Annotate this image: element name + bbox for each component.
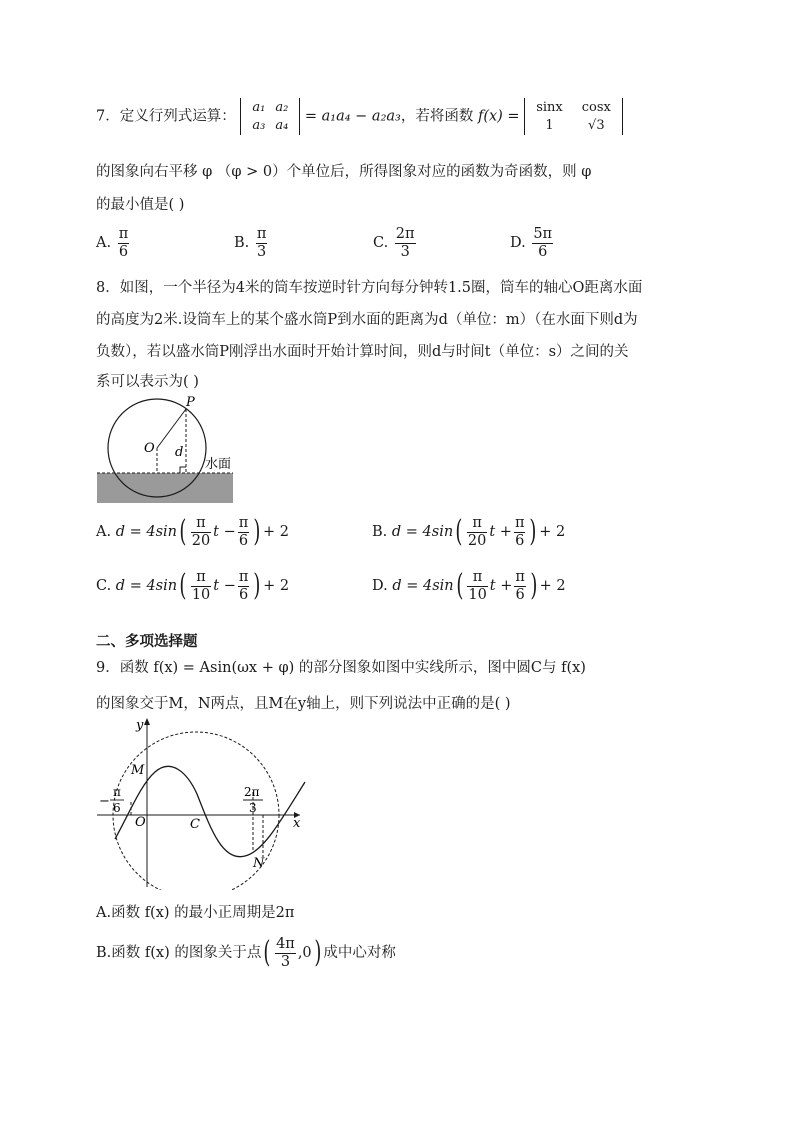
y-axis-arrow xyxy=(144,718,150,725)
q8-line2: 的高度为2米.设筒车上的某个盛水筒P到水面的距离为d（单位：m）（在水面下则d为 xyxy=(96,312,638,328)
q9-line2: 的图象交于M，N两点，且M在y轴上，则下列说法中正确的是( ) xyxy=(96,696,511,712)
q7-line3: 的最小值是( ) xyxy=(96,197,185,213)
label-M: M xyxy=(131,763,145,778)
q9-line1: 9．函数 f(x) = Asin(ωx + φ) 的部分图象如图中实线所示，图中圆C与 f(x) xyxy=(96,660,586,676)
det-a21: a₃ xyxy=(252,117,266,133)
choice-label: D. xyxy=(510,235,526,252)
water-wheel-figure xyxy=(95,394,245,509)
label-neg-den: 6 xyxy=(113,801,121,815)
q8-line3: 负数），若以盛水筒P刚浮出水面时开始计算时间，则d与时间t（单位：s）之间的关 xyxy=(96,344,629,360)
section-title: 二、多项选择题 xyxy=(96,634,198,650)
label-O: O xyxy=(135,815,146,830)
q8-choice-b[interactable]: B. d = 4sin( $\frac{\pi}{20}$ t + $\frac{\pi}{6}$ ) + 2 xyxy=(372,514,566,550)
label-x: x xyxy=(293,816,301,831)
choice-label: C. xyxy=(373,235,389,252)
label-neg-sign: − xyxy=(99,794,110,809)
sine-curve xyxy=(115,766,305,856)
choice-label: B. xyxy=(234,235,250,252)
choice-fraction: $\frac{2\pi}{3}$ xyxy=(395,226,415,260)
det-a11: a₁ xyxy=(252,100,266,115)
choice-fraction: $\frac{5\pi}{6}$ xyxy=(533,226,553,260)
q7-line2: 的图象向右平移 φ （φ > 0）个单位后，所得图象对应的函数为奇函数，则 φ xyxy=(96,164,592,180)
q8-line1: 8．如图，一个半径为4米的筒车按逆时针方向每分钟转1.5圈，筒车的轴心O距离水面 xyxy=(96,280,643,296)
q9-option-b[interactable]: B.函数 f(x) 的图象关于点( $\frac{4\pi}{3}$ ,0) 成中心对称 xyxy=(96,935,396,971)
q7-fx: f(x) = xyxy=(477,108,520,125)
q7-choice-d[interactable] xyxy=(510,226,555,260)
label-C: C xyxy=(190,817,200,832)
label-O: O xyxy=(144,441,155,456)
label-water: 水面 xyxy=(205,457,232,472)
det-f11: sinx xyxy=(536,100,563,115)
label-pos-num: 2π xyxy=(244,785,260,799)
radius-OP xyxy=(157,409,186,448)
q8-choice-d[interactable]: D. d = 4sin( $\frac{\pi}{10}$ t + $\frac{\pi}{6}$ ) + 2 xyxy=(372,568,566,604)
q7-line1 xyxy=(96,98,623,135)
q7-generic-determinant xyxy=(240,98,300,135)
choice-label: A. xyxy=(96,235,112,252)
det-a22: a₄ xyxy=(275,117,289,133)
det-f21: 1 xyxy=(545,117,554,133)
q8-line4: 系可以表示为( ) xyxy=(96,374,199,390)
q7-stem-b: ，若将函数 xyxy=(400,108,474,125)
q8-choice-a[interactable]: A. d = 4sin( $\frac{\pi}{20}$ t − $\frac{\pi}{6}$ ) + 2 xyxy=(96,514,289,550)
label-y: y xyxy=(136,718,144,733)
label-d: d xyxy=(175,445,184,460)
det-f22: √3 xyxy=(588,117,605,133)
label-N: N xyxy=(253,856,265,871)
q7-choice-c[interactable] xyxy=(373,226,418,260)
q7-choice-b[interactable] xyxy=(234,226,269,260)
q8-choice-c[interactable]: C. d = 4sin( $\frac{\pi}{10}$ t − $\frac{\pi}{6}$ ) + 2 xyxy=(96,568,290,604)
q7-det-definition: = a₁a₄ − a₂a₃ xyxy=(304,108,401,125)
q9-option-a[interactable]: A.函数 f(x) 的最小正周期是2π xyxy=(96,905,295,921)
det-f12: cosx xyxy=(581,100,611,115)
choice-fraction: $\frac{\pi}{3}$ xyxy=(256,226,267,260)
choice-fraction: $\frac{\pi}{6}$ xyxy=(118,226,129,260)
q7-choice-a[interactable] xyxy=(96,226,131,260)
label-pos-den: 3 xyxy=(249,801,257,815)
right-angle-mark xyxy=(180,467,186,473)
q7-stem-a: 定义行列式运算： xyxy=(119,108,236,125)
q7-function-determinant xyxy=(524,98,623,135)
label-P: P xyxy=(186,395,195,410)
label-neg-num: π xyxy=(113,785,121,799)
det-a12: a₂ xyxy=(275,100,289,115)
q7-number: 7． xyxy=(96,108,120,125)
sine-graph-figure xyxy=(95,712,310,890)
